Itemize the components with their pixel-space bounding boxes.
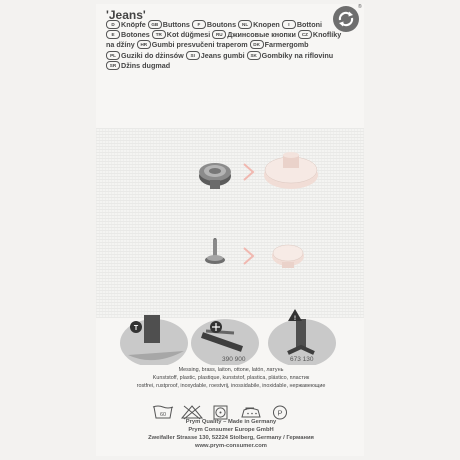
no-bleach-icon bbox=[182, 406, 202, 419]
lang-badge: D bbox=[106, 20, 120, 29]
footer bbox=[106, 419, 356, 451]
prym-logo-icon bbox=[333, 6, 359, 32]
product-title: 'Jeans' bbox=[106, 8, 146, 22]
svg-text:T: T bbox=[133, 325, 139, 332]
lang-row-1 bbox=[106, 20, 356, 30]
product-code-left: 390 900 bbox=[222, 356, 246, 363]
materials-text bbox=[106, 367, 356, 390]
svg-text:P: P bbox=[277, 408, 283, 418]
material-line: Kunststoff, plastic, plastique, kunststof, plastica, plástico, пластик bbox=[152, 374, 310, 381]
lang-badge: CZ bbox=[298, 30, 312, 39]
lang-text: Farmergomb bbox=[264, 40, 309, 50]
lang-text: Džins dugmad bbox=[121, 60, 171, 70]
lang-badge: I bbox=[282, 20, 296, 29]
lang-badge: SI bbox=[186, 51, 200, 60]
lang-text: Boutons bbox=[206, 20, 237, 29]
lang-text: Джинсовые кнопки bbox=[227, 30, 296, 40]
tumble-dry-icon bbox=[214, 406, 227, 419]
wash-60-icon bbox=[153, 406, 173, 418]
svg-text:!: ! bbox=[294, 316, 296, 322]
footer-line: Prym Quality – Made in Germany bbox=[185, 419, 277, 425]
lang-text: Jeans gumbi bbox=[200, 50, 245, 60]
lang-text: Knopen bbox=[253, 20, 280, 29]
lang-text: Kot düğmesi bbox=[166, 30, 211, 40]
lang-badge: PL bbox=[106, 51, 120, 60]
lang-badge: SR bbox=[106, 61, 120, 70]
button-pin-photo bbox=[200, 238, 350, 286]
dry-clean-p-icon bbox=[274, 406, 287, 419]
lang-badge: DK bbox=[250, 40, 264, 49]
svg-text:60: 60 bbox=[159, 412, 167, 418]
iron-icon bbox=[242, 408, 260, 417]
lang-text: Botones bbox=[121, 30, 150, 40]
lang-badge: E bbox=[106, 30, 120, 39]
lang-text: Knoflíky bbox=[312, 30, 342, 40]
website-link: www.prym-consumer.com bbox=[195, 442, 267, 449]
lang-badge: RU bbox=[212, 30, 226, 39]
lang-row-4 bbox=[106, 51, 356, 61]
jeans-button-photo bbox=[196, 148, 346, 196]
lang-row-5 bbox=[106, 61, 356, 71]
lang-row-3 bbox=[106, 40, 356, 50]
lang-badge: NL bbox=[238, 20, 252, 29]
footer-line: Prym Consumer Europe GmbH bbox=[188, 426, 274, 433]
material-line: rostfrei, rustproof, inoxydable, roestvrij, inossidabile, inoxidable, нержавеющие bbox=[136, 382, 326, 389]
lang-badge: SK bbox=[247, 51, 261, 60]
product-code-right: 673 130 bbox=[290, 356, 314, 363]
lang-text: Bottoni bbox=[296, 20, 322, 29]
language-list bbox=[106, 20, 356, 71]
lang-badge: F bbox=[192, 20, 206, 29]
registered-mark-icon: ® bbox=[358, 4, 362, 10]
lang-badge: GB bbox=[148, 20, 162, 29]
lang-text: Buttons bbox=[162, 20, 190, 29]
lang-text: na džíny bbox=[106, 40, 135, 50]
lang-text: Guziki do dżinsów bbox=[121, 50, 184, 60]
lang-text: Gumbi presvučeni traperom bbox=[151, 40, 248, 50]
footer-line: Zweifaller Strasse 130, 52224 Stolberg, Germany / Германия bbox=[148, 434, 314, 441]
lang-badge: TR bbox=[152, 30, 166, 39]
lang-text: Knöpfe bbox=[121, 20, 146, 29]
lang-text: Gombíky na riflovinu bbox=[261, 50, 334, 60]
lang-badge: HR bbox=[137, 40, 151, 49]
material-line: Messing, brass, laiton, ottone, latón, латунь bbox=[178, 367, 284, 373]
lang-row-2 bbox=[106, 30, 356, 40]
